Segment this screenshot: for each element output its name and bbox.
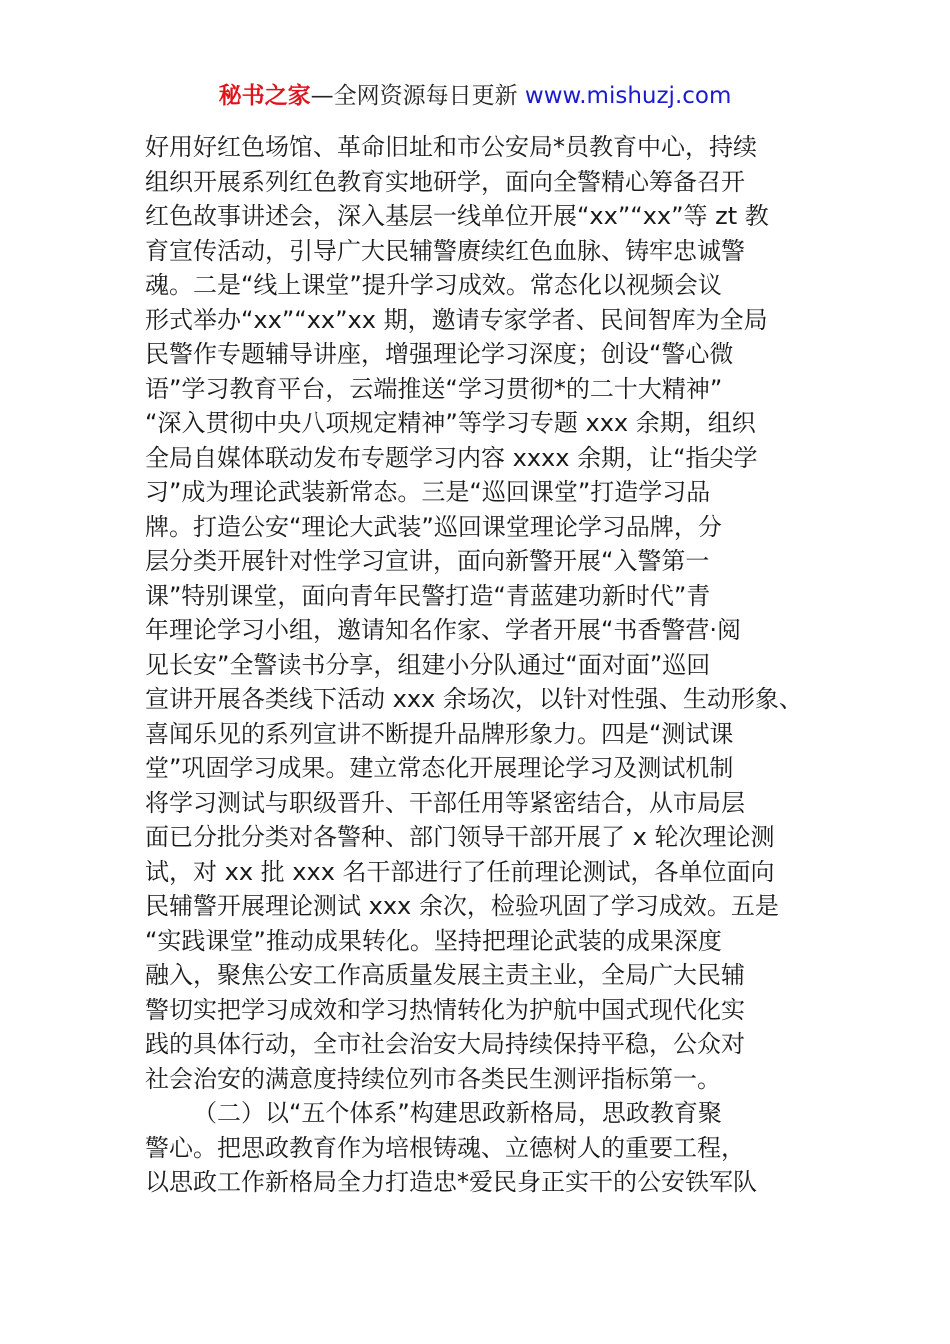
site-tagline: —全网资源每日更新	[310, 83, 525, 109]
text-line: 面已分批分类对各警种、部门领导干部开展了 x 轮次理论测	[145, 823, 775, 851]
text-line: 红色故事讲述会，深入基层一线单位开展“xx”“xx”等 zt 教	[145, 202, 769, 230]
text-line: 践的具体行动，全市社会治安大局持续保持平稳，公众对	[145, 1030, 745, 1058]
text-line: 好用好红色场馆、革命旧址和市公安局*员教育中心，持续	[145, 133, 757, 161]
section-heading-line: （二）以“五个体系”构建思政新格局，思政教育聚	[193, 1099, 722, 1127]
text-line: 将学习测试与职级晋升、干部任用等紧密结合，从市局层	[145, 788, 745, 817]
text-line: 组织开展系列红色教育实地研学，面向全警精心筹备召开	[145, 167, 745, 196]
text-line: 喜闻乐见的系列宣讲不断提升品牌形象力。四是“测试课	[145, 719, 734, 748]
text-line: 堂”巩固学习成果。建立常态化开展理论学习及测试机制	[145, 754, 734, 782]
text-line: 以思政工作新格局全力打造忠*爱民身正实干的公安铁军队	[145, 1168, 757, 1196]
text-line: 试，对 xx 批 xxx 名干部进行了任前理论测试，各单位面向	[145, 857, 775, 886]
text-line: 民警作专题辅导讲座，增强理论学习深度；创设“警心微	[145, 340, 734, 368]
text-line: 习”成为理论武装新常态。三是“巡回课堂”打造学习品	[145, 478, 711, 506]
text-line: 魂。二是“线上课堂”提升学习成效。常态化以视频会议	[145, 271, 722, 299]
text-line: 年理论学习小组，邀请知名作家、学者开展“书香警营·阅	[145, 616, 742, 644]
text-line: 融入，聚焦公安工作高质量发展主责主业，全局广大民辅	[145, 961, 745, 989]
text-line: 课”特别课堂，面向青年民警打造“青蓝建功新时代”青	[145, 581, 711, 610]
text-line: 警心。把思政教育作为培根铸魂、立德树人的重要工程，	[145, 1133, 745, 1162]
text-line: 宣讲开展各类线下活动 xxx 余场次，以针对性强、生动形象、	[145, 685, 803, 713]
text-line: 层分类开展针对性学习宣讲，面向新警开展“入警第一	[145, 547, 710, 575]
text-line: 社会治安的满意度持续位列市各类民生测评指标第一。	[145, 1064, 721, 1093]
text-line: 形式举办“xx”“xx”xx 期，邀请专家学者、民间智库为全局	[145, 305, 768, 334]
text-line: 见长安”全警读书分享，组建小分队通过“面对面”巡回	[145, 650, 711, 679]
site-url-link[interactable]: www.mishuzj.com	[524, 83, 732, 109]
text-line: 民辅警开展理论测试 xxx 余次，检验巩固了学习成效。五是	[145, 892, 779, 920]
site-brand: 秘书之家	[218, 83, 311, 109]
document-body	[145, 130, 825, 1200]
text-line: “深入贯彻中央八项规定精神”等学习专题 xxx 余期，组织	[145, 409, 756, 437]
text-line: 警切实把学习成效和学习热情转化为护航中国式现代化实	[145, 995, 745, 1024]
text-line: 育宣传活动，引导广大民辅警赓续红色血脉、铸牢忠诚警	[145, 236, 745, 265]
text-line: “实践课堂”推动成果转化。坚持把理论武装的成果深度	[145, 926, 722, 955]
site-header	[0, 80, 950, 112]
text-line: 语”学习教育平台，云端推送“学习贯彻*的二十大精神”	[145, 374, 723, 403]
text-line: 牌。打造公安“理论大武装”巡回课堂理论学习品牌，分	[145, 512, 722, 541]
text-line: 全局自媒体联动发布专题学习内容 xxxx 余期，让“指尖学	[145, 443, 758, 472]
